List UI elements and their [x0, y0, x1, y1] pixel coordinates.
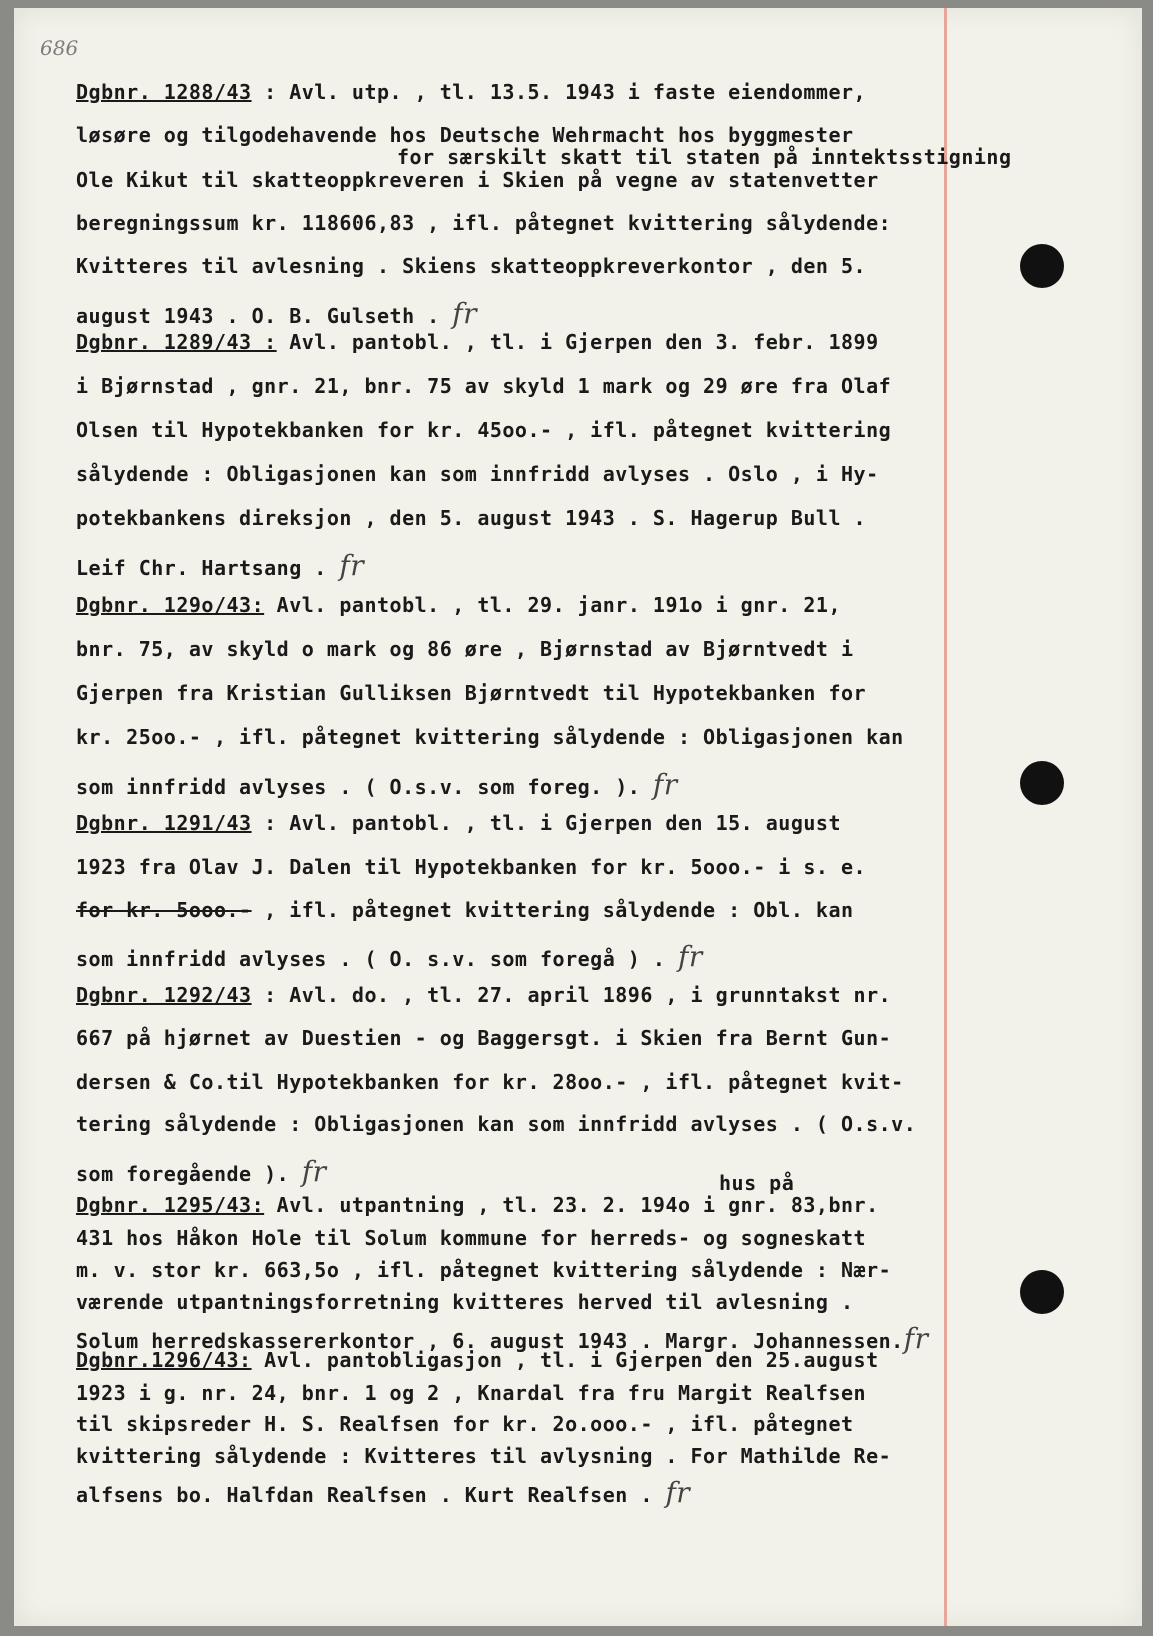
entry-1295-insertion: hus på: [719, 1171, 795, 1195]
entry-1289-line-6: Leif Chr. Hartsang . fr: [76, 549, 365, 582]
entry-1291-line-1: Dgbnr. 1291/43 : Avl. pantobl. , tl. i Gjerpen den 15. august: [76, 811, 842, 835]
entry-1288-line-5: beregningssum kr. 118606,83 , ifl. påtegnet kvittering sålydende:: [76, 211, 892, 235]
entry-1288-label: Dgbnr. 1288/43: [76, 80, 252, 104]
entry-1296-line-5: alfsens bo. Halfdan Realfsen . Kurt Realfsen . fr: [76, 1476, 691, 1509]
entry-1289-label: Dgbnr. 1289/43 :: [76, 330, 277, 354]
signature-initials: fr: [677, 940, 703, 973]
entry-1296-label: Dgbnr.1296/43:: [76, 1348, 252, 1372]
page-number: 686: [40, 36, 79, 60]
signature-initials: fr: [903, 1322, 929, 1355]
struck-text: for kr. 5ooo.-: [76, 898, 252, 922]
entry-1292-label: Dgbnr. 1292/43: [76, 983, 252, 1007]
entry-1290-line-2: bnr. 75, av skyld o mark og 86 øre , Bjørnstad av Bjørntvedt i: [76, 637, 854, 661]
punch-hole: [1020, 244, 1064, 288]
entry-1290-label: Dgbnr. 129o/43:: [76, 593, 265, 617]
entry-1288-line-7: august 1943 . O. B. Gulseth . fr: [76, 297, 477, 330]
entry-1288-line-4: Ole Kikut til skatteoppkreveren i Skien på vegne av statenvetter: [76, 168, 879, 192]
entry-1288-line-6: Kvitteres til avlesning . Skiens skatteoppkreverkontor , den 5.: [76, 254, 867, 278]
entry-1288-line-1: Dgbnr. 1288/43 : Avl. utp. , tl. 13.5. 1943 i faste eiendommer,: [76, 80, 867, 104]
signature-initials: fr: [665, 1476, 691, 1509]
entry-1296-line-3: til skipsreder H. S. Realfsen for kr. 2o.ooo.- , ifl. påtegnet: [76, 1412, 854, 1436]
entry-1289-line-5: potekbankens direksjon , den 5. august 1943 . S. Hagerup Bull .: [76, 506, 867, 530]
entry-1296-line-1: Dgbnr.1296/43: Avl. pantobligasjon , tl. i Gjerpen den 25.august: [76, 1348, 879, 1372]
entry-1292-line-2: 667 på hjørnet av Duestien - og Baggersgt. i Skien fra Bernt Gun-: [76, 1026, 892, 1050]
ledger-page: [14, 8, 1142, 1626]
signature-initials: fr: [339, 549, 365, 582]
entry-1290-line-3: Gjerpen fra Kristian Gulliksen Bjørntvedt til Hypotekbanken for: [76, 681, 867, 705]
entry-1292-line-5: som foregående ). fr: [76, 1155, 327, 1188]
entry-1291-line-2: 1923 fra Olav J. Dalen til Hypotekbanken for kr. 5ooo.- i s. e.: [76, 855, 867, 879]
entry-1290-line-4: kr. 25oo.- , ifl. påtegnet kvittering sålydende : Obligasjonen kan: [76, 725, 904, 749]
entry-1289-line-4: sålydende : Obligasjonen kan som innfridd avlyses . Oslo , i Hy-: [76, 462, 879, 486]
entry-1296-line-2: 1923 i g. nr. 24, bnr. 1 og 2 , Knardal fra fru Margit Realfsen: [76, 1381, 867, 1405]
entry-1292-line-3: dersen & Co.til Hypotekbanken for kr. 28oo.- , ifl. påtegnet kvit-: [76, 1070, 904, 1094]
entry-1296-line-4: kvittering sålydende : Kvitteres til avlysning . For Mathilde Re-: [76, 1444, 892, 1468]
signature-initials: fr: [452, 297, 477, 330]
punch-hole: [1020, 1270, 1064, 1314]
margin-rule: [944, 8, 947, 1626]
entry-1289-line-2: i Bjørnstad , gnr. 21, bnr. 75 av skyld 1 mark og 29 øre fra Olaf: [76, 374, 892, 398]
entry-1295-line-3: m. v. stor kr. 663,5o , ifl. påtegnet kvittering sålydende : Nær-: [76, 1258, 892, 1282]
entry-1292-line-4: tering sålydende : Obligasjonen kan som innfridd avlyses . ( O.s.v.: [76, 1112, 917, 1136]
entry-1295-line-2: 431 hos Håkon Hole til Solum kommune for herreds- og sogneskatt: [76, 1226, 867, 1250]
entry-1295-line-4: værende utpantningsforretning kvitteres herved til avlesning .: [76, 1290, 854, 1314]
entry-1291-label: Dgbnr. 1291/43: [76, 811, 252, 835]
entry-1289-line-1: Dgbnr. 1289/43 : Avl. pantobl. , tl. i Gjerpen den 3. febr. 1899: [76, 330, 879, 354]
entry-1291-line-4: som innfridd avlyses . ( O. s.v. som foregå ) . fr: [76, 940, 703, 973]
signature-initials: fr: [301, 1155, 327, 1188]
entry-1291-line-3: for kr. 5ooo.- , ifl. påtegnet kvittering sålydende : Obl. kan: [76, 898, 854, 922]
entry-1289-line-3: Olsen til Hypotekbanken for kr. 45oo.- , ifl. påtegnet kvittering: [76, 418, 892, 442]
entry-1290-line-1: Dgbnr. 129o/43: Avl. pantobl. , tl. 29. janr. 191o i gnr. 21,: [76, 593, 842, 617]
entry-1288-line-2: løsøre og tilgodehavende hos Deutsche Wehrmacht hos byggmester: [76, 123, 854, 147]
signature-initials: fr: [652, 768, 678, 801]
entry-1288-insertion: for særskilt skatt til staten på inntektsstigning: [397, 145, 1012, 169]
entry-1292-line-1: Dgbnr. 1292/43 : Avl. do. , tl. 27. april 1896 , i grunntakst nr.: [76, 983, 892, 1007]
punch-hole: [1020, 761, 1064, 805]
entry-1295-line-5: Solum herredskassererkontor , 6. august 1943 . Margr. Johannessen.fr: [76, 1322, 929, 1355]
entry-1290-line-5: som innfridd avlyses . ( O.s.v. som foreg. ). fr: [76, 768, 678, 801]
entry-1295-label: Dgbnr. 1295/43:: [76, 1193, 265, 1217]
entry-1295-line-1: Dgbnr. 1295/43: Avl. utpantning , tl. 23. 2. 194o i gnr. 83,bnr.: [76, 1193, 879, 1217]
